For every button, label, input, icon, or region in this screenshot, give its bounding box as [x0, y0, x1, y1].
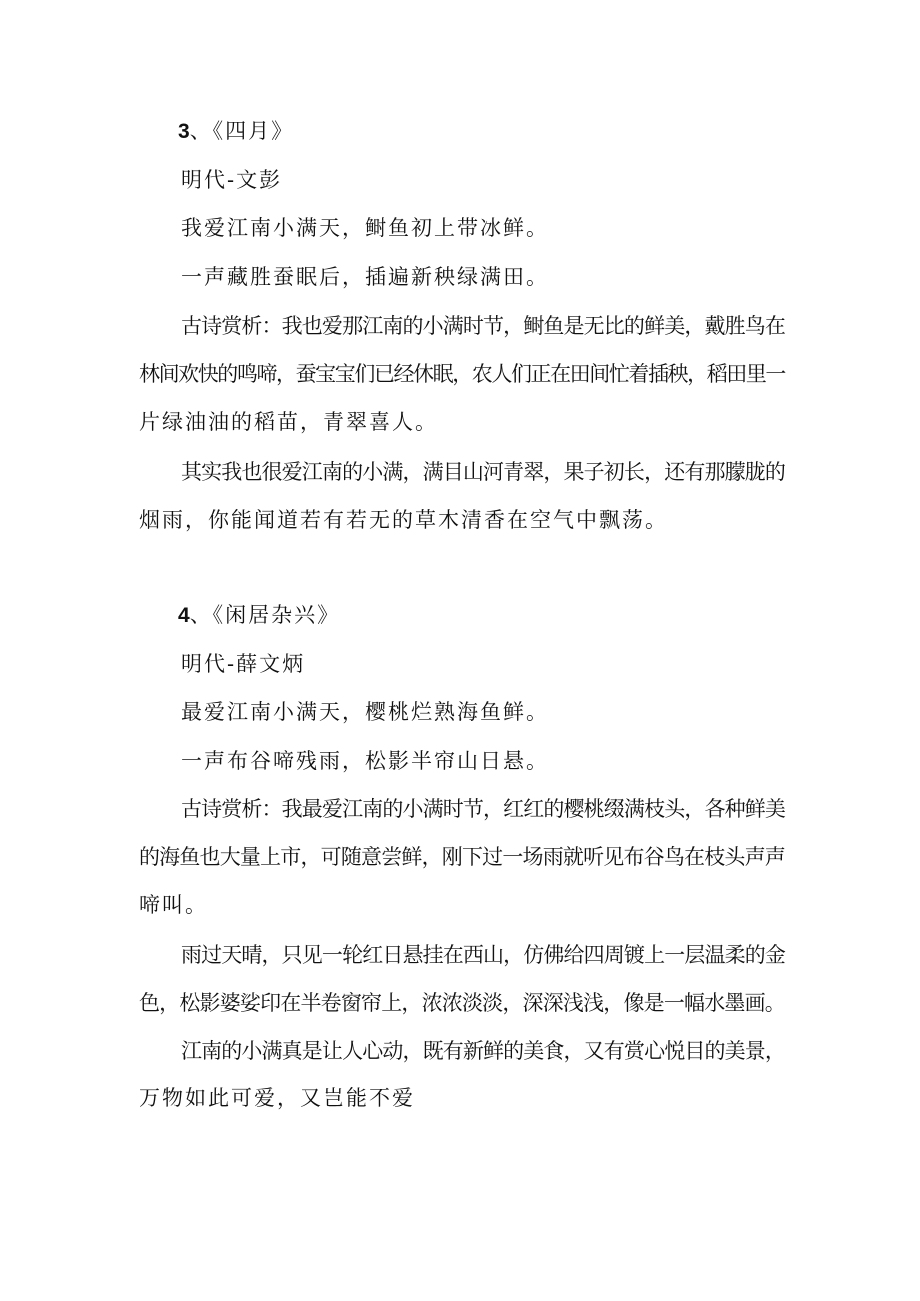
section-heading — [178, 116, 294, 147]
paragraph-line: 其实我也很爱江南的小满，满目山河青翠，果子初长，还有那朦胧的 — [181, 460, 785, 484]
poem-line: 一声藏胜蚕眠后，插遍新秧绿满田。 — [181, 265, 549, 289]
paragraph-line: 片绿油油的稻苗，青翠喜人。 — [139, 410, 438, 434]
paragraph-line: 的海鱼也大量上市，可随意尝鲜，刚下过一场雨就听见布谷鸟在枝头声声 — [139, 845, 785, 869]
paragraph-line: 古诗赏析：我最爱江南的小满时节，红红的樱桃缀满枝头，各种鲜美 — [181, 797, 785, 821]
section-number: 4 — [178, 604, 190, 627]
paragraph-line: 啼叫。 — [139, 893, 208, 917]
section-number: 3 — [178, 120, 190, 143]
poem-author: 明代-文彭 — [181, 168, 283, 192]
paragraph-line: 古诗赏析：我也爱那江南的小满时节，鲥鱼是无比的鲜美，戴胜鸟在 — [181, 314, 785, 338]
paragraph-line: 林间欢快的鸣啼，蚕宝宝们已经休眠，农人们正在田间忙着插秧，稻田里一 — [139, 362, 785, 386]
paragraph-line: 雨过天晴，只见一轮红日悬挂在西山，仿佛给四周镀上一层温柔的金 — [181, 943, 785, 967]
paragraph-line: 烟雨，你能闻道若有若无的草木清香在空气中飘荡。 — [139, 508, 668, 532]
poem-line: 一声布谷啼残雨，松影半帘山日悬。 — [181, 749, 549, 773]
paragraph-line: 万物如此可爱，又岂能不爱 — [139, 1086, 415, 1110]
section-title: 、《四月》 — [189, 119, 295, 143]
poem-author: 明代-薛文炳 — [181, 652, 306, 676]
paragraph-line: 江南的小满真是让人心动，既有新鲜的美食，又有赏心悦目的美景， — [181, 1039, 785, 1063]
poem-line: 我爱江南小满天，鲥鱼初上带冰鲜。 — [181, 216, 549, 240]
poem-line: 最爱江南小满天，樱桃烂熟海鱼鲜。 — [181, 700, 549, 724]
paragraph-line: 色，松影婆娑印在半卷窗帘上，浓浓淡淡，深深浅浅，像是一幅水墨画。 — [139, 991, 785, 1015]
section-title: 、《闲居杂兴》 — [189, 603, 341, 627]
section-heading — [178, 600, 340, 631]
